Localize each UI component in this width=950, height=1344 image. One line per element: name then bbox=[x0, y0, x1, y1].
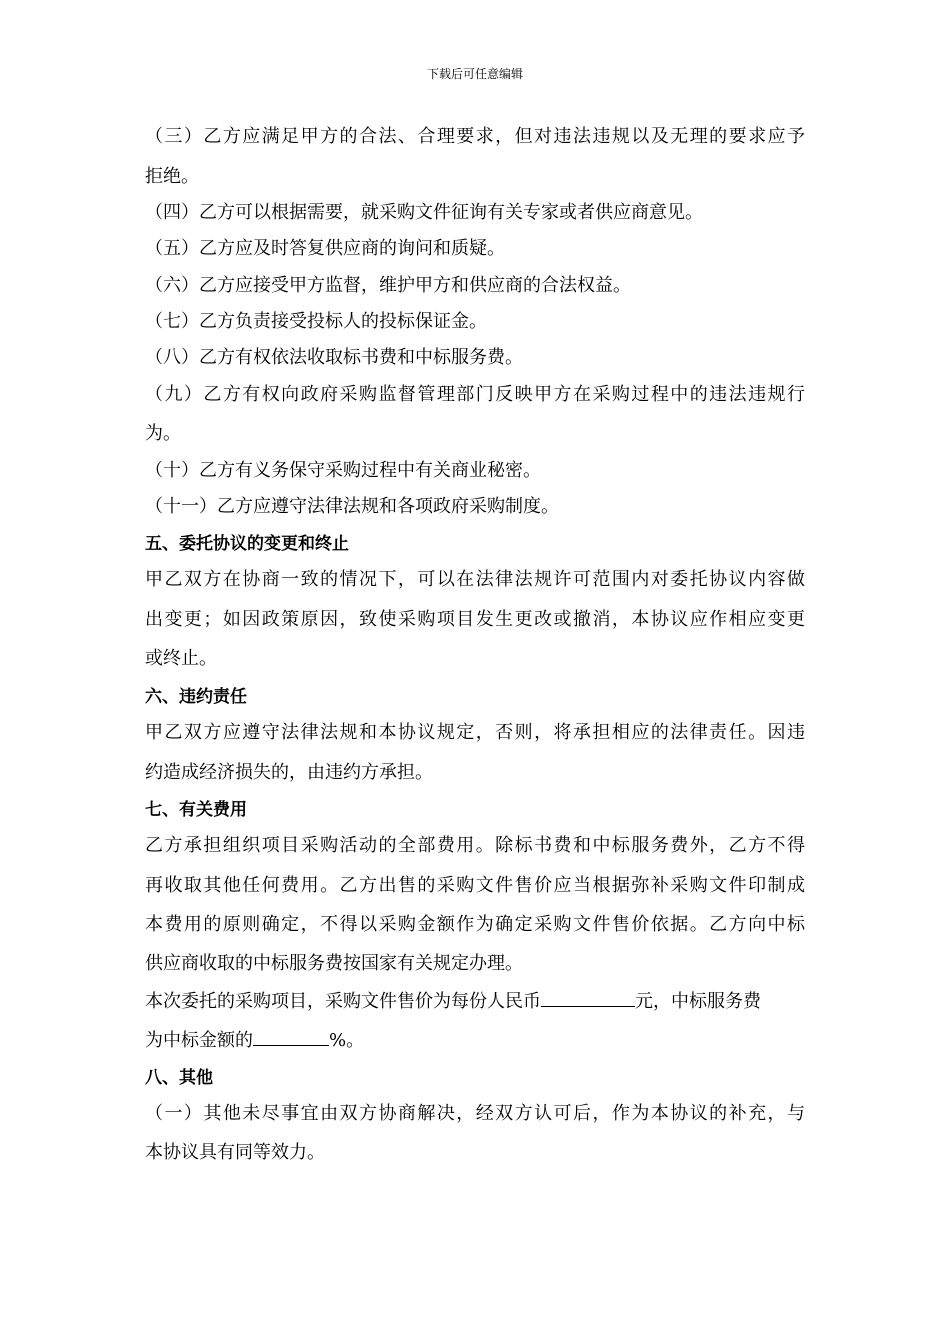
fee-line-2 bbox=[145, 1027, 805, 1054]
section-7-para-line-2: 再收取其他任何费用。乙方出售的采购文件售价应当根据弥补采购文件印制成 bbox=[145, 875, 805, 896]
page-header: 下载后可任意编辑 bbox=[426, 67, 523, 81]
section-5-para-line-1: 甲乙双方在协商一致的情况下，可以在法律法规许可范围内对委托协议内容做 bbox=[145, 569, 805, 590]
section-5-para-line-3: 或终止。 bbox=[145, 648, 217, 669]
section-7-para-line-4: 供应商收取的中标服务费按国家有关规定办理。 bbox=[145, 953, 523, 974]
clause-9-line-1: （九）乙方有权向政府采购监督管理部门反映甲方在采购过程中的违法违规行 bbox=[145, 384, 805, 405]
fee-line-1-text-a: 本次委托的采购项目，采购文件售价为每份人民币 bbox=[145, 991, 541, 1012]
section-5-heading: 五、委托协议的变更和终止 bbox=[145, 534, 349, 554]
section-6-para-line-1: 甲乙双方应遵守法律法规和本协议规定，否则，将承担相应的法律责任。因违 bbox=[145, 722, 805, 743]
fee-line-2-text-a: 为中标金额的 bbox=[145, 1030, 253, 1051]
section-7-para-line-1: 乙方承担组织项目采购活动的全部费用。除标书费和中标服务费外，乙方不得 bbox=[145, 835, 805, 856]
section-5-para-line-2: 出变更；如因政策原因，致使采购项目发生更改或撤消，本协议应作相应变更 bbox=[145, 609, 805, 630]
section-8-clause-1-line-1: （一）其他未尽事宜由双方协商解决，经双方认可后，作为本协议的补充，与 bbox=[145, 1103, 805, 1124]
price-blank-field[interactable] bbox=[541, 988, 635, 1007]
fee-line-2-text-b: %。 bbox=[329, 1030, 365, 1051]
clause-10: （十）乙方有义务保守采购过程中有关商业秘密。 bbox=[145, 460, 541, 481]
clause-11: （十一）乙方应遵守法律法规和各项政府采购制度。 bbox=[145, 496, 559, 517]
clause-8: （八）乙方有权依法收取标书费和中标服务费。 bbox=[145, 347, 523, 368]
section-8-clause-1-line-2: 本协议具有同等效力。 bbox=[145, 1142, 325, 1163]
fee-line-1-text-b: 元，中标服务费 bbox=[635, 991, 761, 1012]
fee-line-1 bbox=[145, 988, 805, 1015]
clause-4: （四）乙方可以根据需要，就采购文件征询有关专家或者供应商意见。 bbox=[145, 202, 703, 223]
section-6-heading: 六、违约责任 bbox=[145, 687, 247, 707]
section-6-para-line-2: 约造成经济损失的，由违约方承担。 bbox=[145, 762, 433, 783]
section-8-heading: 八、其他 bbox=[145, 1068, 213, 1088]
section-7-heading: 七、有关费用 bbox=[145, 800, 247, 820]
percentage-blank-field[interactable] bbox=[253, 1027, 329, 1046]
clause-7: （七）乙方负责接受投标人的投标保证金。 bbox=[145, 311, 487, 332]
clause-5: （五）乙方应及时答复供应商的询问和质疑。 bbox=[145, 238, 505, 259]
clause-3-line-1: （三）乙方应满足甲方的合法、合理要求，但对违法违规以及无理的要求应予 bbox=[145, 126, 805, 147]
clause-3-line-2: 拒绝。 bbox=[145, 166, 199, 187]
clause-9-line-2: 为。 bbox=[145, 423, 181, 444]
section-7-para-line-3: 本费用的原则确定，不得以采购金额作为确定采购文件售价依据。乙方向中标 bbox=[145, 914, 805, 935]
clause-6: （六）乙方应接受甲方监督，维护甲方和供应商的合法权益。 bbox=[145, 275, 631, 296]
